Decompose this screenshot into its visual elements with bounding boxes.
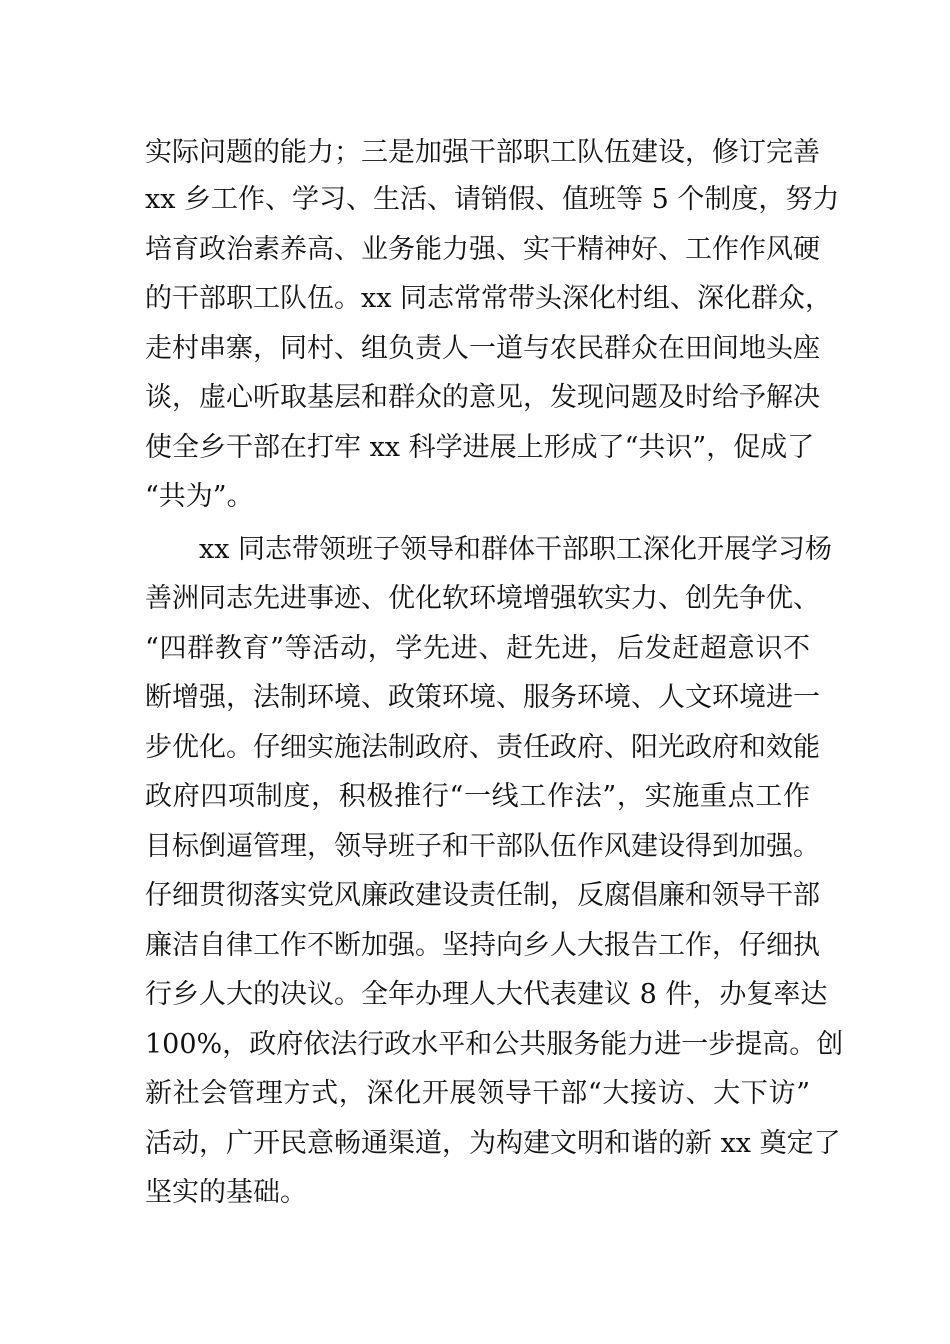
text-line: 廉洁自律工作不断加强。坚持向乡人大报告工作，仔细执 [145,930,820,961]
text-line: 仔细贯彻落实党风廉政建设责任制，反腐倡廉和领导干部 [145,880,820,911]
text-line: 目标倒逼管理，领导班子和干部队伍作风建设得到加强。 [145,831,820,862]
text-line: 善洲同志先进事迹、优化软环境增强软实力、创先争优、 [145,583,820,614]
text-line: 谈，虚心听取基层和群众的意见，发现问题及时给予解决 [145,382,820,413]
text-line: 培育政治素养高、业务能力强、实干精神好、工作作风硬 [145,234,820,265]
text-line: 活动，广开民意畅通渠道，为构建文明和谐的新 xx 奠定了 [145,1128,841,1159]
text-line: xx 同志带领班子领导和群体干部职工深化开展学习杨 [199,534,833,565]
text-line: “四群教育”等活动，学先进、赶先进，后发赶超意识不 [145,633,810,664]
text-line: 坚实的基础。 [145,1177,307,1208]
text-line: xx 乡工作、学习、生活、请销假、值班等 5 个制度，努力 [145,184,840,215]
text-line: 政府四项制度，积极推行“一线工作法”，实施重点工作 [145,781,810,812]
text-line: 步优化。仔细实施法制政府、责任政府、阳光政府和效能 [145,732,820,763]
text-line: 新社会管理方式，深化开展领导干部“大接访、大下访” [145,1078,810,1109]
text-line: 100%，政府依法行政水平和公共服务能力进一步提高。创 [145,1029,844,1060]
text-line: 行乡人大的决议。全年办理人大代表建议 8 件，办复率达 [145,979,828,1010]
text-line: 使全乡干部在打牢 xx 科学进展上形成了“共识”，促成了 [145,432,815,463]
text-line: “共为”。 [145,481,254,512]
text-line: 断增强，法制环境、政策环境、服务环境、人文环境进一 [145,682,820,713]
text-line: 实际问题的能力；三是加强干部职工队伍建设，修订完善 [145,137,820,168]
text-line: 走村串寨，同村、组负责人一道与农民群众在田间地头座 [145,333,820,364]
text-line: 的干部职工队伍。xx 同志常常带头深化村组、深化群众， [145,283,833,314]
